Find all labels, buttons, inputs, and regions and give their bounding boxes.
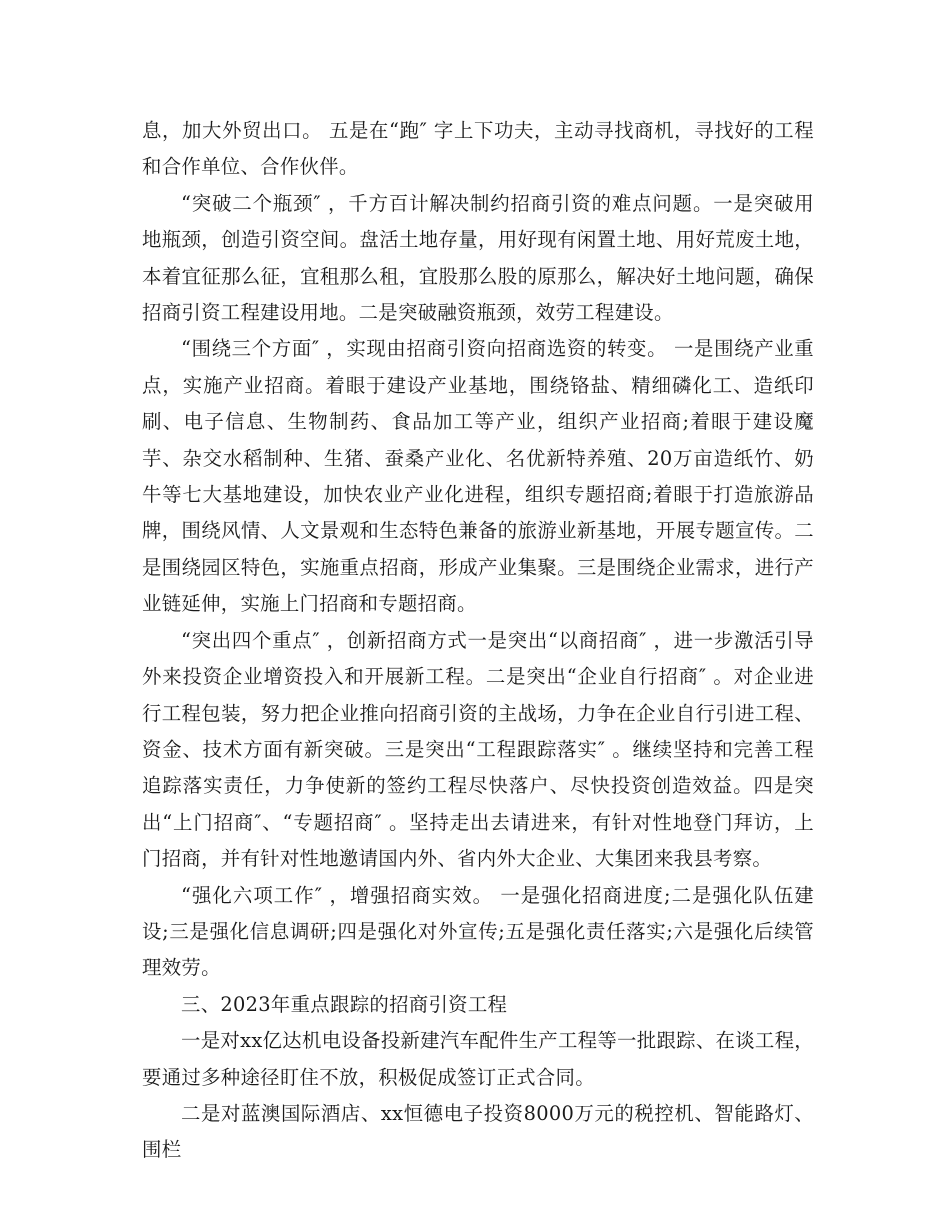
paragraph-2: “突破二个瓶颈″ ，千方百计解决制约招商引资的难点问题。一是突破用地瓶颈，创造引资空间。盘活土地存量，用好现有闲置土地、用好荒废土地，本着宜征那么征，宜租那么租，宜股那么股的原那么，解决好土地问题，确保招商引资工程建设用地。二是突破融资瓶颈，效劳工程建设。 <box>142 191 814 325</box>
paragraph-1: 息，加大外贸出口。 五是在“跑″ 字上下功夫，主动寻找商机，寻找好的工程和合作单位、合作伙伴。 <box>142 119 814 179</box>
document-body <box>142 113 814 1169</box>
paragraph-7: 一是对xx亿达机电设备投新建汽车配件生产工程等一批跟踪、在谈工程，要通过多种途径盯住不放，积极促成签订正式合同。 <box>142 1029 814 1089</box>
paragraph-5: “强化六项工作″ ，增强招商实效。 一是强化招商进度;二是强化队伍建设;三是强化信息调研;四是强化对外宣传;五是强化责任落实;六是强化后续管理效劳。 <box>142 883 814 980</box>
section-heading: 三、2023年重点跟踪的招商引资工程 <box>181 992 508 1016</box>
paragraph-4: “突出四个重点″ ，创新招商方式一是突出“以商招商″ ，进一步激活引导外来投资企业增资投入和开展新工程。二是突出“企业自行招商″ 。对企业进行工程包装，努力把企业推向招商引资的主战场，力争在企业自行引进工程、资金、技术方面有新突破。三是突出“工程跟踪落实″ 。继续坚持和完善工程追踪落实责任，力争使新的签约工程尽快落户、尽快投资创造效益。四是突出“上门招商″、“专题招商″ 。坚持走出去请进来，有针对性地登门拜访，上门招商，并有针对性地邀请国内外、省内外大企业、大集团来我县考察。 <box>142 628 814 871</box>
paragraph-3: “围绕三个方面″ ，实现由招商引资向招商选资的转变。 一是围绕产业重点，实施产业招商。着眼于建设产业基地，围绕铬盐、精细磷化工、造纸印刷、电子信息、生物制药、食品加工等产业，组织产业招商;着眼于建设魔芋、杂交水稻制种、生猪、蚕桑产业化、名优新特养殖、20万亩造纸竹、奶牛等七大基地建设，加快农业产业化进程，组织专题招商;着眼于打造旅游品牌，围绕风情、人文景观和生态特色兼备的旅游业新基地，开展专题宣传。二是围绕园区特色，实施重点招商，形成产业集聚。三是围绕企业需求，进行产业链延伸，实施上门招商和专题招商。 <box>142 337 814 616</box>
paragraph-8: 二是对蓝澳国际酒店、xx恒德电子投资8000万元的税控机、智能路灯、围栏 <box>142 1101 814 1162</box>
